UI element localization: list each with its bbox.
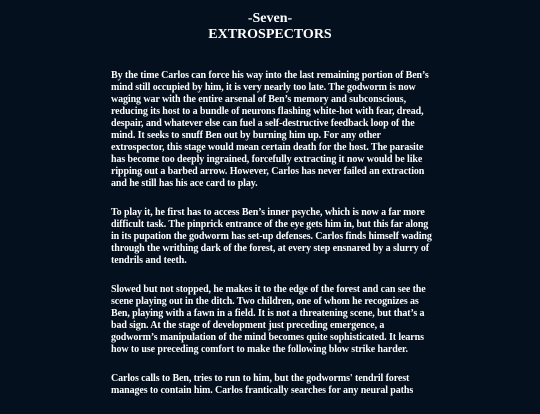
paragraph-3: Slowed but not stopped, he makes it to the edge of the forest and can see the scene playing out in the ditch. Two children, one of whom he recognizes as Ben, playing with a fawn in a field. It is not a threatening scene, but that’s a bad sign. At the stage of development just preceding emergence, a godworm’s manipulation of the mind becomes quite sophisticated. It learns how to use preceding comfort to make the following blow strike harder.: [111, 284, 426, 355]
paragraph-2: To play it, he first has to access Ben’s inner psyche, which is now a far more difficult task. The pinprick entrance of the eye gets him in, but this far along in its pupation the godworm has set-up defenses. Carlos finds himself wading through the writhing dark of the forest, at every step ensnared by a slurry of tendrils and teeth.: [111, 207, 432, 266]
chapter-number: -Seven-: [247, 11, 293, 26]
paragraph-1: By the time Carlos can force his way into the last remaining portion of Ben’s mind still occupied by him, it is very nearly too late. The godworm is now waging war with the entire arsenal of Ben’s memory and subconscious, reducing its host to a bundle of neurons flashing white-hot with fear, dread, despair, and whatever else can fuel a self-destructive feedback loop of the mind. It seeks to snuff Ben out by burning him up. For any other extrospector, this stage would mean certain death for the host. The parasite has become too deeply ingrained, forcefully extracting it now would be like ripping out a barbed arrow. However, Carlos has never failed an extraction and he still has his ace card to play.: [111, 70, 429, 189]
chapter-title: EXTROSPECTORS: [208, 27, 332, 42]
paragraph-4: Carlos calls to Ben, tries to run to him, but the godworms' tendril forest manages to contain him. Carlos frantically searches for any neural paths: [111, 373, 414, 396]
chapter-body: [111, 70, 433, 414]
